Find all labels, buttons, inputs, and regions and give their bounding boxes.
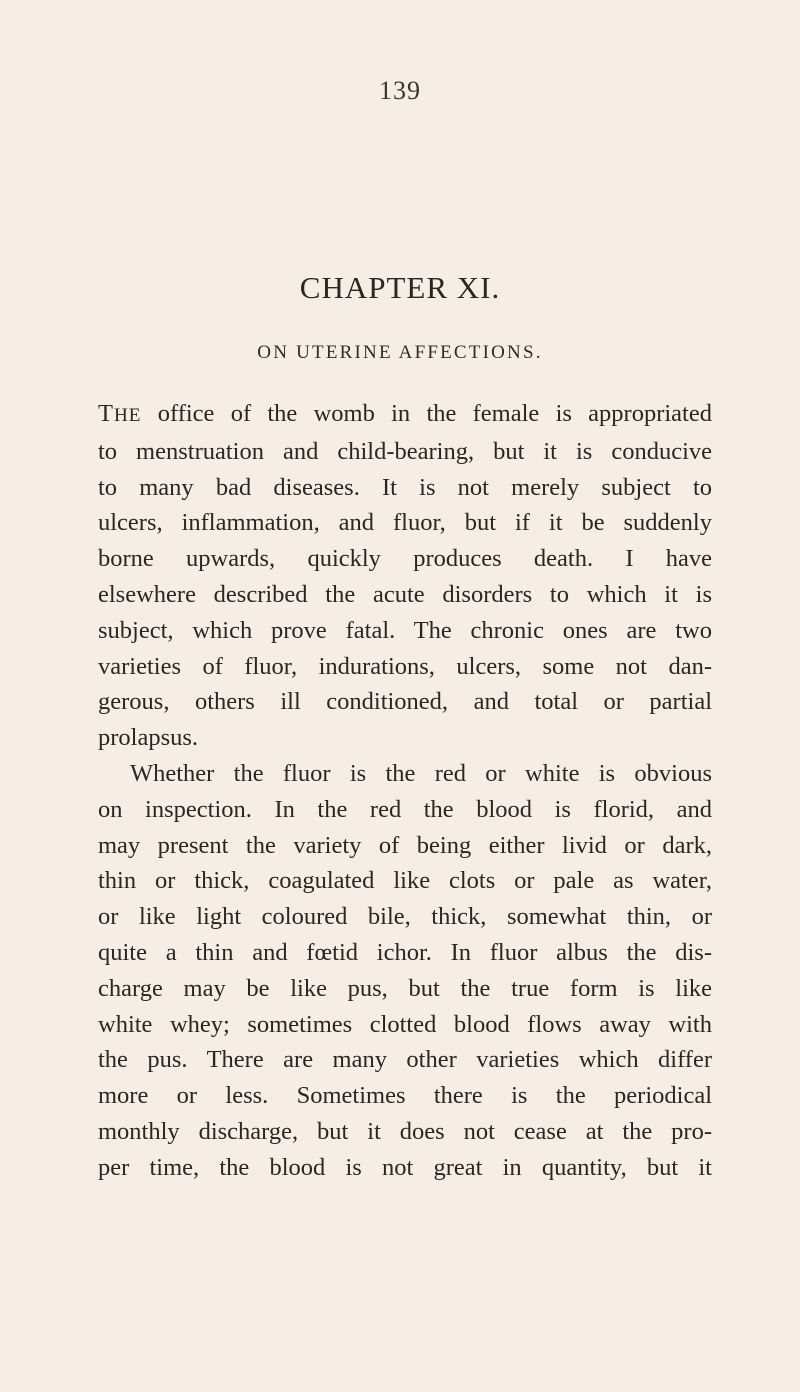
page-number: 139 bbox=[379, 76, 421, 105]
text-line: Whether the fluor is the red or white is obvious bbox=[130, 759, 712, 787]
text-line: to menstruation and child-bearing, but it is conducive bbox=[98, 437, 712, 465]
text-line: elsewhere described the acute disorders to which it is bbox=[98, 580, 712, 608]
text-line: charge may be like pus, but the true form is like bbox=[98, 974, 712, 1002]
text-line: to many bad diseases. It is not merely subject to bbox=[98, 473, 712, 501]
text-line: ulcers, inflammation, and fluor, but if it be suddenly bbox=[98, 509, 712, 537]
chapter-title: CHAPTER XI. bbox=[299, 270, 501, 305]
text-line: or like light coloured bile, thick, somewhat thin, or bbox=[98, 903, 712, 931]
text-line: prolapsus. bbox=[98, 724, 199, 752]
text-line: subject, which prove fatal. The chronic ones are two bbox=[98, 616, 712, 644]
text-line bbox=[98, 396, 712, 434]
text-line: on inspection. In the red the blood is florid, and bbox=[98, 795, 712, 823]
text-line: thin or thick, coagulated like clots or pale as water, bbox=[98, 867, 712, 895]
chapter-subtitle: ON UTERINE AFFECTIONS. bbox=[257, 342, 543, 363]
text-line-content: office of the womb in the female is appropriated bbox=[157, 400, 712, 427]
text-line: more or less. Sometimes there is the periodical bbox=[98, 1082, 712, 1110]
text-line: the pus. There are many other varieties which differ bbox=[98, 1046, 712, 1074]
text-line: gerous, others ill conditioned, and total or partial bbox=[98, 688, 712, 716]
text-line: monthly discharge, but it does not cease at the pro- bbox=[98, 1117, 712, 1145]
text-line: quite a thin and fœtid ichor. In fluor albus the dis- bbox=[98, 938, 712, 966]
paragraph-2 bbox=[98, 756, 712, 1186]
text-line: borne upwards, quickly produces death. I have bbox=[98, 545, 712, 573]
text-line: per time, the blood is not great in quantity, but it bbox=[98, 1153, 712, 1181]
body-text bbox=[98, 396, 712, 1186]
text-line: varieties of fluor, indurations, ulcers, some not dan- bbox=[98, 652, 712, 680]
text-line: may present the variety of being either livid or dark, bbox=[98, 831, 712, 859]
paragraph-1 bbox=[98, 396, 712, 756]
paragraph-lead: THE bbox=[98, 400, 142, 427]
text-line: white whey; sometimes clotted blood flows away with bbox=[98, 1010, 712, 1038]
